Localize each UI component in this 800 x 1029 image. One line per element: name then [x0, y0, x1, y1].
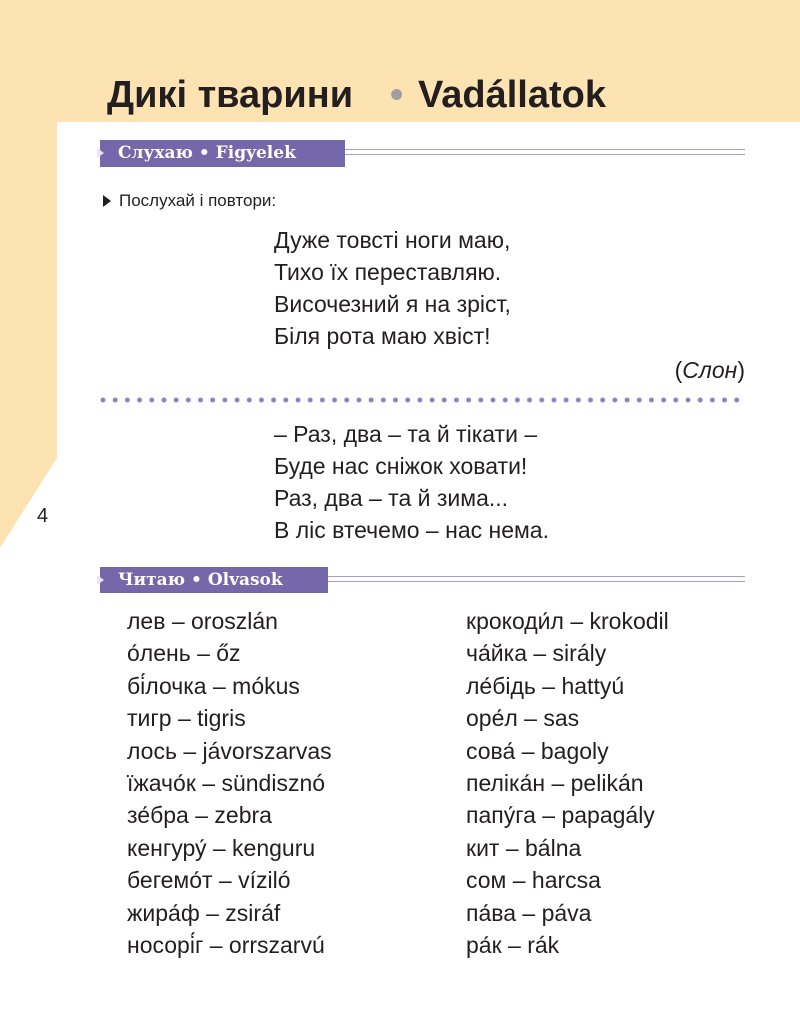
chevron-right-icon — [97, 575, 104, 585]
double-rule-line — [345, 149, 745, 155]
vocabulary-item: ра́к – rák — [466, 931, 560, 958]
vocabulary-item: тигр – tigris — [127, 705, 246, 732]
vocabulary-item: бі́лочка – mókus — [127, 672, 300, 699]
vocabulary-item: ле́бідь – hattyú — [466, 672, 625, 699]
vocabulary-item: пеліка́н – pelikán — [466, 769, 644, 796]
vocabulary-item: бегемо́т – víziló — [127, 867, 291, 894]
chevron-right-icon — [97, 148, 104, 158]
poem-line: Біля рота маю хвіст! — [274, 323, 491, 349]
vocabulary-item: па́ва – páva — [466, 899, 592, 926]
poem-line: – Раз, два – та й тікати – — [274, 421, 538, 447]
section-tab-listen — [100, 140, 345, 167]
vocabulary-item: кит – bálna — [466, 834, 582, 861]
vocabulary-item: жира́ф – zsiráf — [127, 899, 281, 926]
vocabulary-item: о́лень – őz — [127, 640, 241, 667]
poem-line: Дуже товсті ноги маю, — [274, 227, 511, 253]
double-rule-line — [328, 576, 745, 582]
poem-line: Височезний я на зріст, — [274, 291, 511, 317]
vocabulary-item: сом – harcsa — [466, 867, 601, 894]
riddle-answer — [675, 354, 745, 386]
page-title-hungarian: Vadállatok — [418, 74, 606, 116]
vocabulary-column-left — [127, 605, 332, 961]
poem-line: В ліс втечемо – нас нема. — [274, 517, 549, 543]
vocabulary-item: сова́ – bagoly — [466, 737, 609, 764]
vocabulary-column-right — [466, 605, 669, 961]
section-tab-label: Читаю • Olvasok — [118, 570, 283, 590]
instruction-text: Послухай і повтори: — [119, 191, 277, 210]
rhyme-poem — [274, 418, 549, 546]
answer-open-paren: ( — [674, 357, 683, 383]
vocabulary-item: носорі́г – orrszarvú — [127, 931, 325, 958]
vocabulary-item: кенгуру́ – kenguru — [127, 834, 316, 861]
vocabulary-item: крокоди́л – krokodil — [466, 608, 669, 634]
vocabulary-item: лось – jávorszarvas — [127, 737, 332, 764]
poem-line: Раз, два – та й зима... — [274, 485, 509, 511]
vocabulary-item: папу́га – papagály — [466, 802, 655, 829]
play-triangle-icon — [103, 195, 111, 207]
poem-line: Тихо їх переставляю. — [274, 259, 502, 285]
section-tab-read — [100, 567, 328, 593]
vocabulary-item: оре́л – sas — [466, 705, 580, 732]
section-tab-label: Слухаю • Figyelek — [118, 143, 296, 163]
answer-text: Слон — [682, 357, 738, 383]
page-title-ukrainian: Дикі тварини — [107, 74, 354, 116]
poem-line: Буде нас сніжок ховати! — [274, 453, 528, 479]
vocabulary-item: лев – oroszlán — [127, 608, 278, 634]
answer-close-paren: ) — [737, 357, 745, 383]
title-separator-dot: • — [390, 74, 404, 116]
vocabulary-item: їжачо́к – sündisznó — [127, 769, 326, 796]
vocabulary-item: зе́бра – zebra — [127, 802, 272, 829]
dotted-divider — [100, 397, 746, 403]
riddle-poem — [274, 224, 511, 352]
page-number: 4 — [37, 505, 49, 527]
vocabulary-item: ча́йка – sirály — [466, 640, 607, 667]
